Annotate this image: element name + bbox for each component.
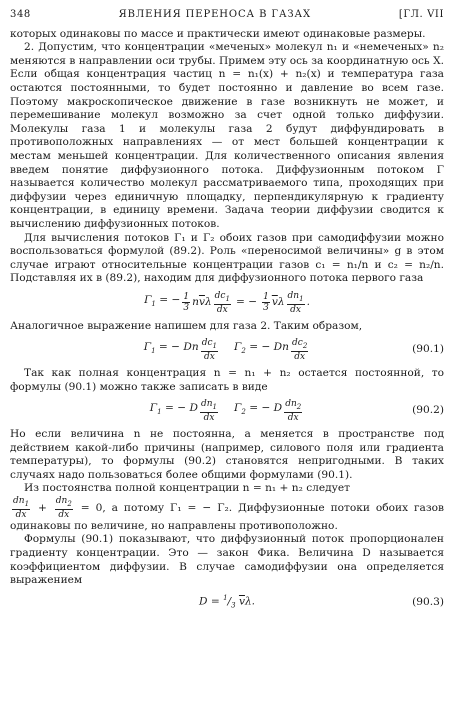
paragraph-2: Для вычисления потоков Γ₁ и Γ₂ обоих газов при самодиффузии можно воспользоваться формулой (89.2). Роль «переносимой величины» g в этом случае играют относительные концентрации газов c₁ = n₁/n и c₂ = n₂/n. Подставляя их в (89.2), находим для диффузионного потока первого газа (10, 231, 444, 285)
paragraph-4: Так как полная концентрация n = n₁ + n₂ остается постоянной, то формулы (90.1) можно также записать в виде (10, 367, 444, 393)
equation-90-3: $D = ^1/_3$ $\overline{v}\lambda$. (90.3) (198, 593, 444, 610)
paragraph-3: Аналогичное выражение напишем для газа 2. Таким образом, (10, 319, 363, 332)
paragraph-6b-text: = 0, а потому Γ₁ = − Γ₂. Диффузионные потоки обоих газов одинаковы по величине, но направлены противоположно. (10, 501, 444, 532)
equation-flux-1: $\Gamma_1$ = − $\frac{1}{3}$ $n\overline{v}\lambda$ $\frac{dc_1}{dx}$ = − $\frac{1}{3}$ $\overline{v}\lambda$ $\frac{dn_1}{dx}$ . (144, 290, 310, 315)
page (10, 8, 444, 615)
running-title: ЯВЛЕНИЯ ПЕРЕНОСА В ГАЗАХ (118, 9, 312, 20)
equation-90-2: $\Gamma_1$ = − D $\frac{dn_1}{dx}$ $\Gamma_2$ = − D $\frac{dn_2}{dx}$ (90.2) (149, 399, 444, 424)
equation-90-1: $\Gamma_1$ = − Dn $\frac{dc_1}{dx}$ $\Gamma_2$ = − Dn $\frac{dc_2}{dx}$ (90.1) (143, 338, 444, 363)
paragraph-5: Но если величина n не постоянна, а меняется в пространстве под действием какой-либо причины (например, силового поля или градиента температуры), то формулы (90.2) становятся непригодными. В таких случаях надо пользоваться более общими формулами (90.1). (10, 428, 444, 481)
equation-number: (90.2) (412, 404, 444, 417)
paragraph-1: 2. Допустим, что концентрации «меченых» молекул n₁ и «немеченых» n₂ меняются в направлении оси трубы. Примем эту ось за координатную ось X. Если общая концентрация частиц n = n₁(x) + n₂(x) и температура газа остаются постоянными, то будет постоянно и давление во всем газе. Поэтому макроскопическое движение в газе возникнуть не может, и перемешивание молекул возможно за счет одной только диффузии. Молекулы газа 1 и молекулы газа 2 будут диффундировать в противоположных направлениях — от мест большей концентрации к местам меньшей концентрации. Для количественного описания явления введем понятие диффузионного потока. Диффузионным потоком Γ называется количество молекул рассматриваемого типа, проходящих при диффузии через единичную площадку, перпендикулярную к градиенту концентрации, в единицу времени. Задача теории диффузии сводится к вычислению диффузионных потоков. (10, 41, 444, 230)
chapter-ref: [ГЛ. VII (398, 9, 444, 20)
running-header (10, 8, 444, 22)
paragraph-7: Формулы (90.1) показывают, что диффузионный поток пропорционален градиенту концентрации. Это — закон Фика. Величина D называется коэффициентом диффузии. В случае самодиффузии она определяется выражением (10, 533, 444, 587)
equation-number: (90.1) (412, 343, 444, 356)
paragraph-6b: $\frac{dn_1}{dx}$ + $\frac{dn_2}{dx}$ = 0, а потому Γ₁ = − Γ₂. Диффузионные потоки обоих газов одинаковы по величине, но направлены противоположно. (10, 496, 444, 532)
page-number: 348 (10, 9, 31, 20)
paragraph-0: которых одинаковы по массе и практически имеют одинаковые размеры. (10, 27, 426, 40)
equation-number: (90.3) (412, 595, 444, 608)
paragraph-6a: Из постоянства полной концентрации n = n₁ + n₂ следует (24, 482, 351, 495)
